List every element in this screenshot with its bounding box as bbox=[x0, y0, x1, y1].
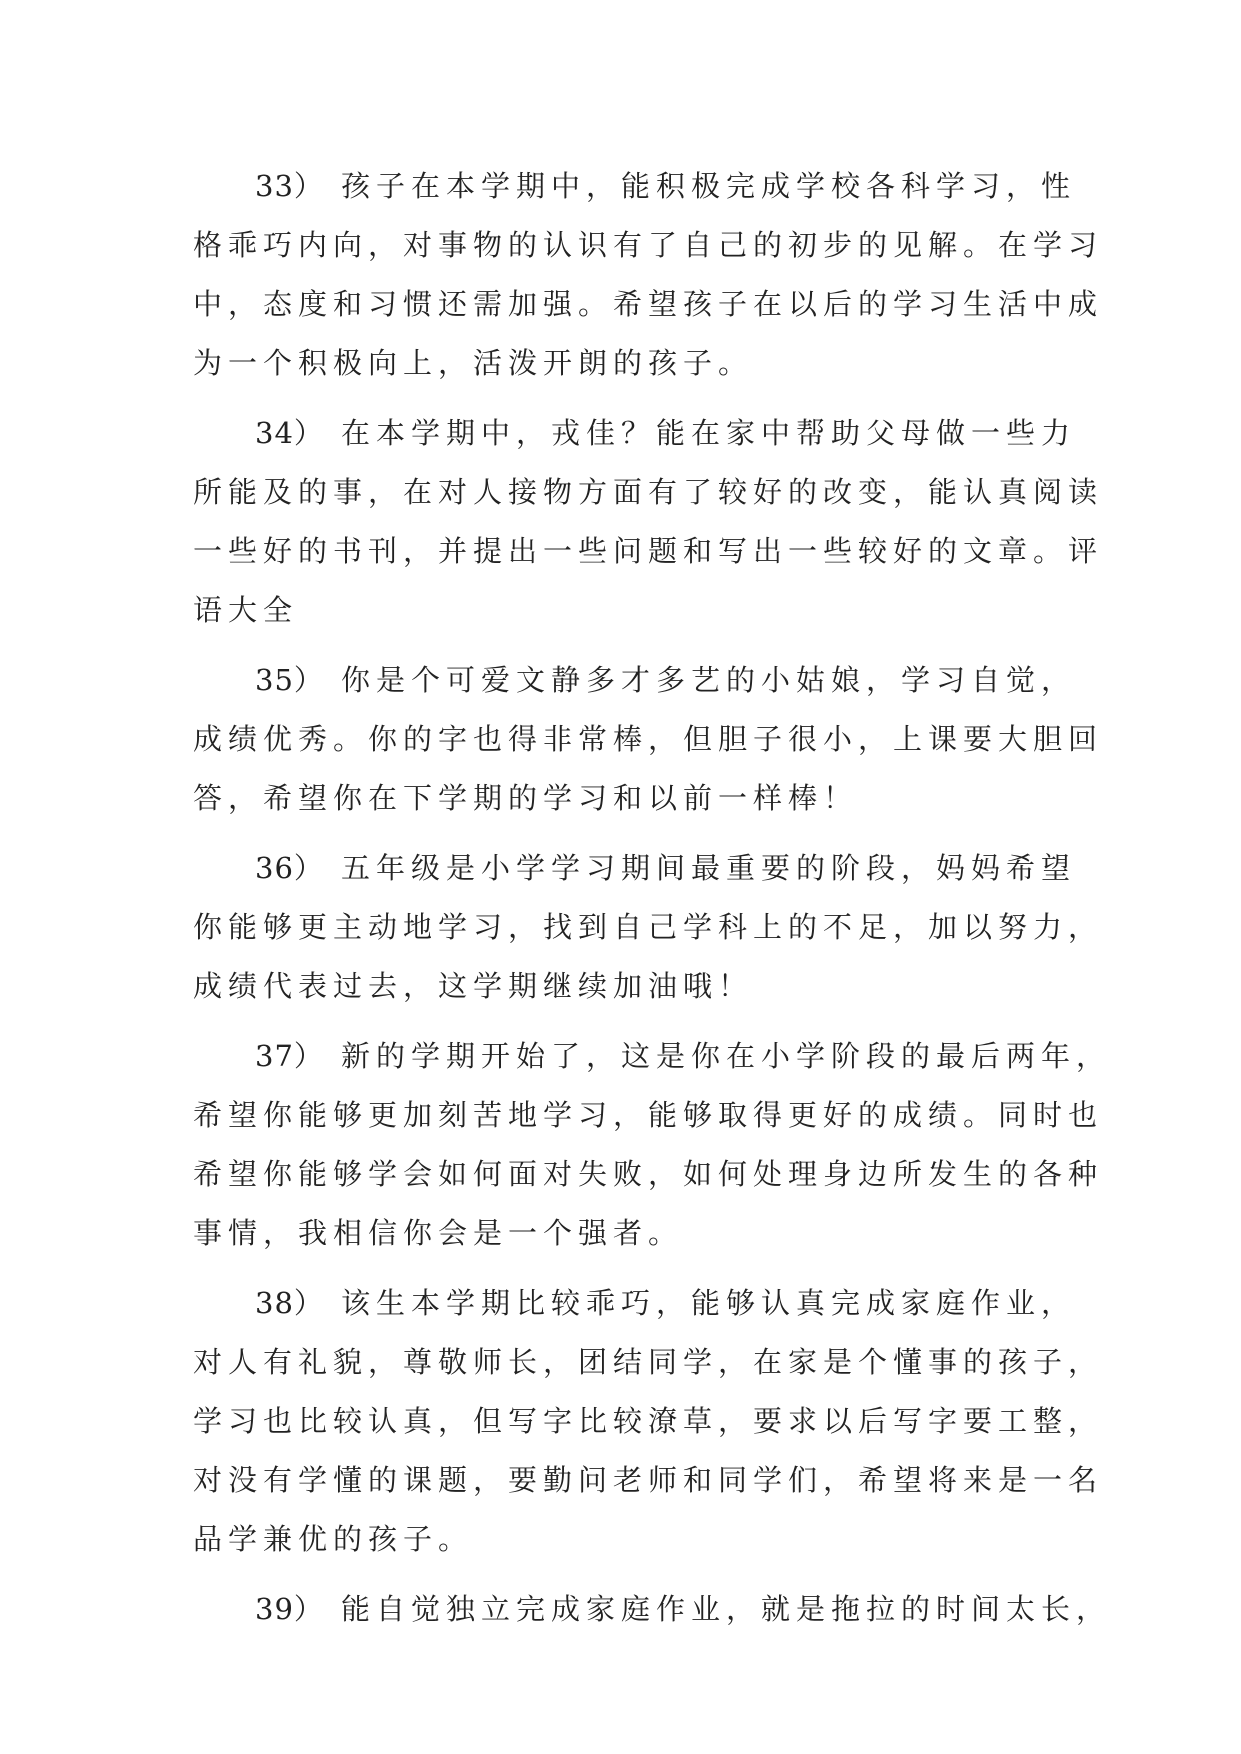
paragraph-text: 在本学期中，戎佳？能在家中帮助父母做一些力 bbox=[341, 416, 1077, 450]
paragraph-line: 希望你能够学会如何面对失败，如何处理身边所发生的各种 bbox=[193, 1157, 1104, 1191]
comment-paragraph-33 bbox=[193, 157, 1104, 393]
paragraph-line: 希望你能够更加刻苦地学习，能够取得更好的成绩。同时也 bbox=[193, 1098, 1104, 1132]
comment-paragraph-34 bbox=[193, 404, 1104, 640]
comment-paragraph-36 bbox=[193, 839, 1104, 1016]
paragraph-text: 该生本学期比较乖巧，能够认真完成家庭作业， bbox=[341, 1286, 1077, 1320]
paragraph-number: 37） bbox=[255, 1039, 324, 1073]
paragraph-first-line bbox=[193, 157, 1077, 216]
paragraph-number: 35） bbox=[255, 663, 324, 697]
paragraph-line: 中，态度和习惯还需加强。希望孩子在以后的学习生活中成 bbox=[193, 287, 1104, 321]
comment-paragraph-37 bbox=[193, 1027, 1112, 1263]
paragraph-first-line bbox=[193, 651, 1077, 710]
paragraph-line: 学习也比较认真，但写字比较潦草，要求以后写字要工整， bbox=[193, 1404, 1104, 1438]
paragraph-line: 语大全 bbox=[193, 593, 299, 627]
paragraph-text: 你是个可爱文静多才多艺的小姑娘，学习自觉， bbox=[341, 663, 1077, 697]
paragraph-line: 成绩代表过去，这学期继续加油哦！ bbox=[193, 969, 754, 1003]
paragraph-line: 成绩优秀。你的字也得非常棒，但胆子很小，上课要大胆回 bbox=[193, 722, 1104, 756]
paragraph-first-line bbox=[193, 1580, 1112, 1639]
paragraph-number: 38） bbox=[255, 1286, 324, 1320]
paragraph-first-line bbox=[193, 839, 1077, 898]
paragraph-line: 你能够更主动地学习，找到自己学科上的不足，加以努力， bbox=[193, 910, 1104, 944]
paragraph-line: 所能及的事，在对人接物方面有了较好的改变，能认真阅读 bbox=[193, 475, 1104, 509]
paragraph-line: 对没有学懂的课题，要勤问老师和同学们，希望将来是一名 bbox=[193, 1463, 1104, 1497]
paragraph-line: 事情，我相信你会是一个强者。 bbox=[193, 1216, 684, 1250]
paragraph-text: 新的学期开始了，这是你在小学阶段的最后两年， bbox=[341, 1039, 1112, 1073]
document-body bbox=[193, 157, 1112, 1650]
paragraph-first-line bbox=[193, 1027, 1112, 1086]
paragraph-text: 孩子在本学期中，能积极完成学校各科学习，性 bbox=[341, 169, 1077, 203]
paragraph-text: 能自觉独立完成家庭作业，就是拖拉的时间太长， bbox=[341, 1592, 1112, 1626]
paragraph-number: 36） bbox=[255, 851, 324, 885]
paragraph-line: 品学兼优的孩子。 bbox=[193, 1522, 474, 1556]
paragraph-line: 对人有礼貌，尊敬师长，团结同学，在家是个懂事的孩子， bbox=[193, 1345, 1104, 1379]
paragraph-line: 格乖巧内向，对事物的认识有了自己的初步的见解。在学习 bbox=[193, 228, 1104, 262]
paragraph-number: 34） bbox=[255, 416, 324, 450]
paragraph-line: 为一个积极向上，活泼开朗的孩子。 bbox=[193, 346, 754, 380]
paragraph-first-line bbox=[193, 1274, 1077, 1333]
paragraph-first-line bbox=[193, 404, 1077, 463]
comment-paragraph-35 bbox=[193, 651, 1104, 828]
paragraph-text: 五年级是小学学习期间最重要的阶段，妈妈希望 bbox=[341, 851, 1077, 885]
paragraph-number: 39） bbox=[255, 1592, 324, 1626]
comment-paragraph-38 bbox=[193, 1274, 1104, 1569]
paragraph-number: 33） bbox=[255, 169, 324, 203]
paragraph-line: 一些好的书刊，并提出一些问题和写出一些较好的文章。评 bbox=[193, 534, 1104, 568]
comment-paragraph-39 bbox=[193, 1580, 1112, 1639]
paragraph-line: 答，希望你在下学期的学习和以前一样棒！ bbox=[193, 781, 859, 815]
